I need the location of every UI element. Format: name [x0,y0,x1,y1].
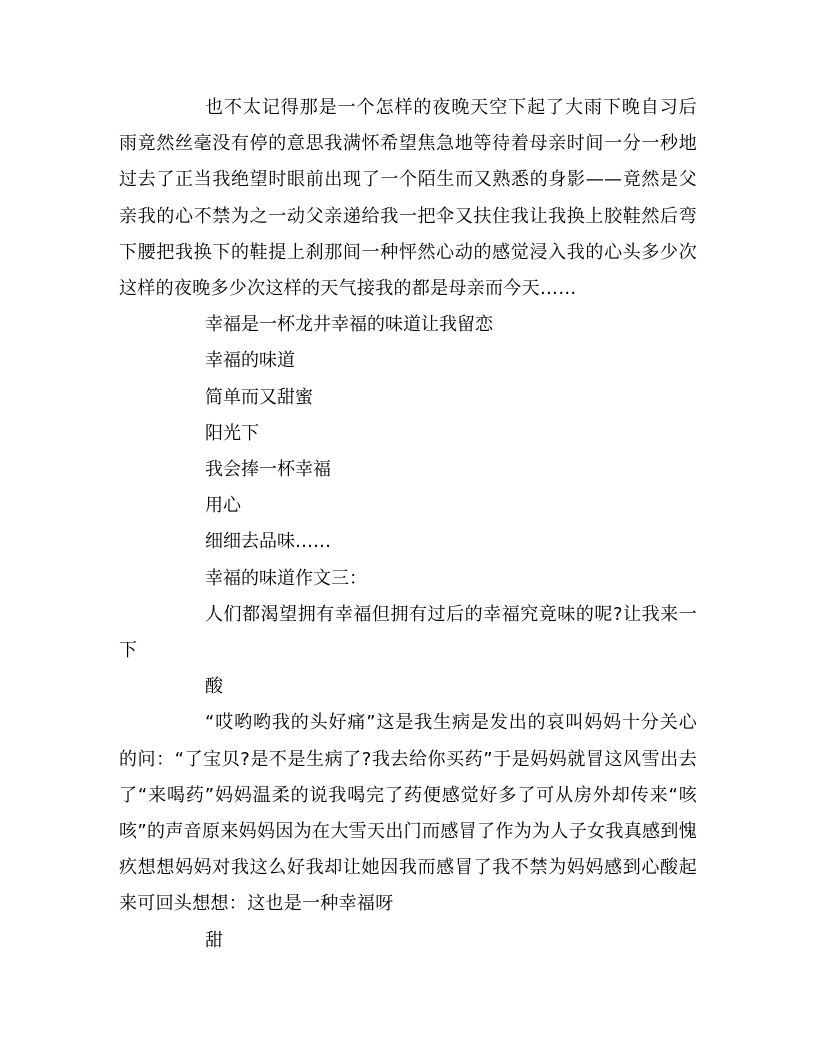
poem-line-5: 我会捧一杯幸福 [205,459,331,481]
essay-heading: 幸福的味道作文三： [205,567,367,589]
poem-line-2: 幸福的味道 [205,350,295,372]
paragraph-mother-sick: “哎哟哟我的头好痛”这是我生病是发出的哀叫妈妈十分关心的问：“了宝贝?是不是生病了?我去给你买药”于是妈妈就冒这风雪出去了“来喝药”妈妈温柔的说我喝完了药便感觉好多了可从房外却传来“咳咳”的声音原来妈妈因为在大雪天出门而感冒了作为为人子女我真感到愧疚想想妈妈对我这么好我却让她因我而感冒了我不禁为妈妈感到心酸起来可回头想想：这也是一种幸福呀 [119,712,697,915]
poem-line-1: 幸福是一杯龙井幸福的味道让我留恋 [205,314,493,336]
document-body [119,90,697,959]
poem-line-6: 用心 [205,495,241,517]
poem-line-3: 简单而又甜蜜 [205,386,313,408]
section-heading-sweet: 甜 [205,929,223,951]
paragraph-intro: 人们都渴望拥有幸福但拥有过后的幸福究竟味的呢?让我来一下 [119,603,697,662]
paragraph-father-umbrella: 也不太记得那是一个怎样的夜晚天空下起了大雨下晚自习后雨竟然丝毫没有停的意思我满怀希望焦急地等待着母亲时间一分一秒地过去了正当我绝望时眼前出现了一个陌生而又熟悉的身影——竟然是父亲我的心不禁为之一动父亲递给我一把伞又扶住我让我换上胶鞋然后弯下腰把我换下的鞋提上刹那间一种怦然心动的感觉浸入我的心头多少次这样的夜晚多少次这样的天气接我的都是母亲而今天…… [119,97,697,300]
section-heading-sour: 酸 [205,676,223,698]
poem-line-7: 细细去品味…… [205,531,331,553]
poem-line-4: 阳光下 [205,422,259,444]
